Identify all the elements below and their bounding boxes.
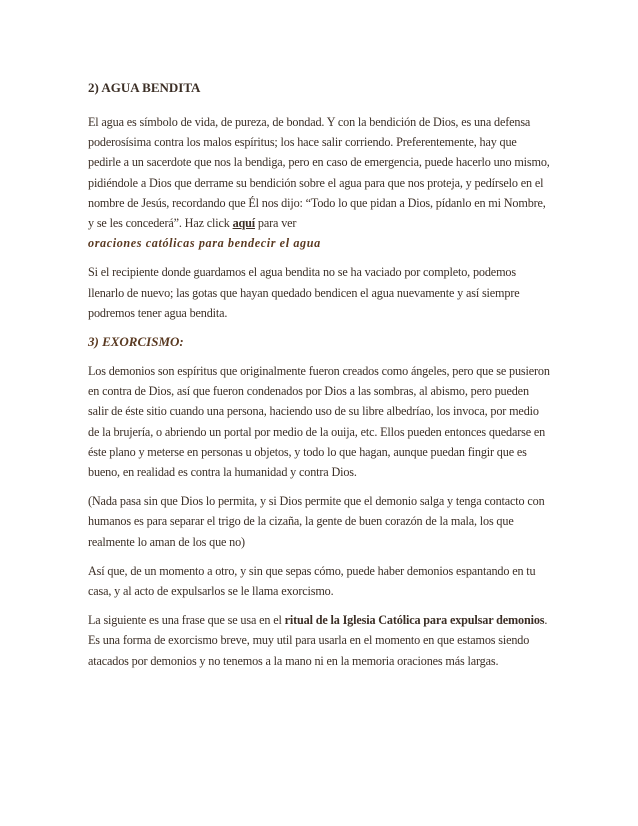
section-heading-exorcismo: 3) EXORCISMO: bbox=[88, 334, 184, 350]
paragraph-text: . Es una forma de exorcismo breve, muy util para usarla en el momento en que estamos siendo atacados por demonios y no tenemos a la mano ni en la memoria oraciones más largas. bbox=[88, 613, 548, 668]
paragraph-ritual bbox=[88, 610, 550, 671]
ritual-bold-text: ritual de la Iglesia Católica para expulsar demonios bbox=[284, 613, 545, 628]
aqui-link[interactable]: aquí bbox=[232, 216, 256, 231]
document-page bbox=[88, 78, 550, 680]
paragraph-text: para ver bbox=[257, 216, 297, 231]
paragraph-asi-que: Así que, de un momento a otro, y sin que sepas cómo, puede haber demonios espantando en tu casa, y al acto de expulsarlos se le llama exorcismo. bbox=[88, 563, 536, 599]
paragraph-text: El agua es símbolo de vida, de pureza, de bondad. Y con la bendición de Dios, es una defensa poderosísima contra los malos espíritus; los hace salir corriendo. Preferentemente, hay que pedirle a un sacerdote que nos la bendiga, pero en caso de emergencia, puede hacerlo uno mismo, pidiéndole a Dios que derrame su bendición sobre el agua para que nos proteja, y pedírselo en el nombre de Jesús, recordando que Él nos dijo: “Todo lo que pidan a Dios, pídanlo en mi Nombre, y se les concederá”. Haz click bbox=[88, 115, 550, 231]
paragraph-agua-bendita-recipiente: Si el recipiente donde guardamos el agua bendita no se ha vaciado por completo, podemos llenarlo de nuevo; las gotas que hayan quedado bendicen el agua nuevamente y así siempre podremos tener agua bendita. bbox=[88, 265, 520, 320]
paragraph-nada-pasa: (Nada pasa sin que Dios lo permita, y si Dios permite que el demonio salga y tenga contacto con humanos es para separar el trigo de la cizaña, la gente de buen corazón de la mala, los que realmente lo aman de los que no) bbox=[88, 494, 545, 549]
paragraph-text: La siguiente es una frase que se usa en el bbox=[88, 613, 282, 628]
paragraph-demonios: Los demonios son espíritus que originalmente fueron creados como ángeles, pero que se pusieron en contra de Dios, así que fueron condenados por Dios a las sombras, al abismo, pero pueden salir de éste sitio cuando una persona, haciendo uso de su libre albedríao, los invoca, por medio de la brujería, o abriendo un portal por medio de la ouija, etc. Ellos pueden entonces quedarse en éste plano y meterse en personas u objetos, y todo lo que hagan, aunque puedan fingir que es bueno, en realidad es contra la humanidad y contra Dios. bbox=[88, 364, 550, 480]
oraciones-link-text[interactable]: oraciones católicas para bendecir el agua bbox=[88, 236, 321, 251]
paragraph-agua-bendita-intro bbox=[88, 112, 550, 253]
section-heading-agua-bendita: 2) AGUA BENDITA bbox=[88, 80, 201, 95]
